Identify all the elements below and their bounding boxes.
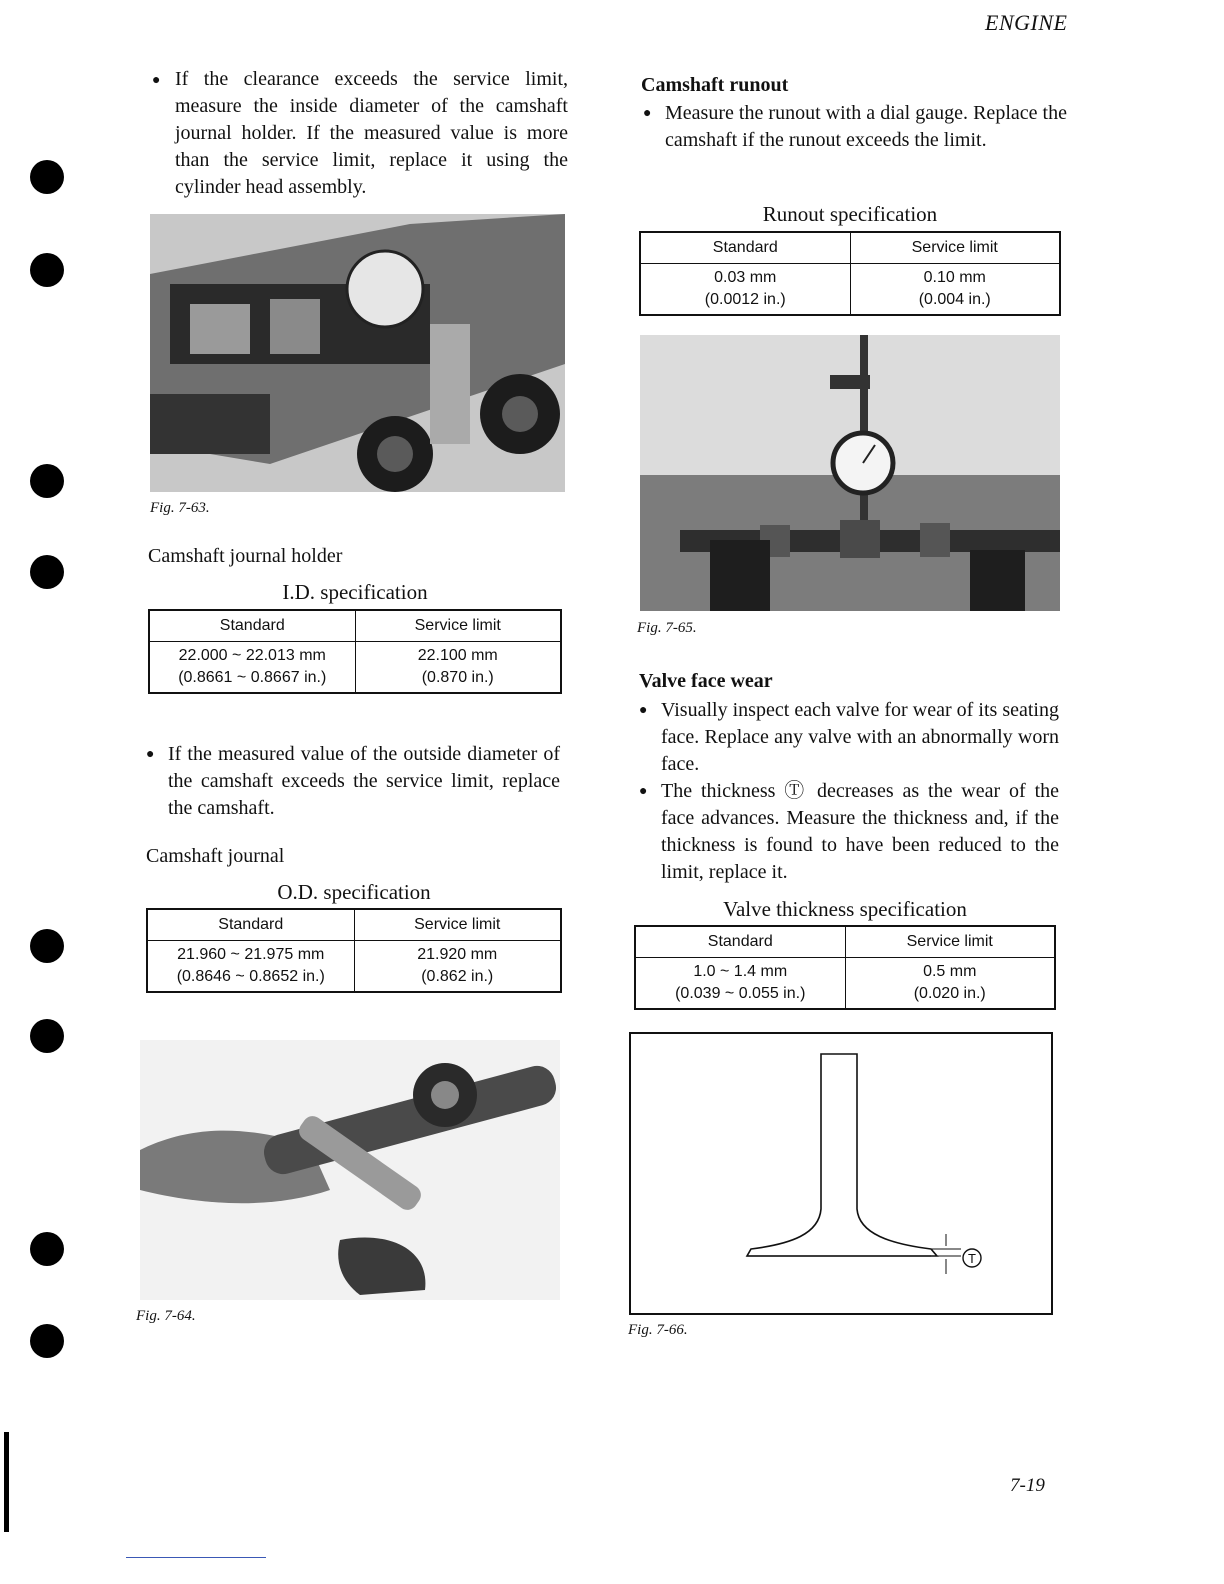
table-cell-limit: 0.5 mm (0.020 in.) (845, 958, 1055, 1010)
page-number: 7-19 (1010, 1475, 1045, 1496)
section-header: ENGINE (985, 10, 1068, 35)
holder-heading: Camshaft journal holder (148, 545, 343, 567)
holder-instruction: If the clearance exceeds the service limit, measure the inside diameter of the camshaft journal holder. If the measured value is more than the service limit, replace it using the cylinder head assembly. (175, 68, 568, 198)
table-header: Standard (149, 610, 355, 642)
figure-caption: Fig. 7-64. (136, 1308, 196, 1324)
bullet-dot: ● (639, 703, 648, 718)
bullet-dot: ● (639, 784, 648, 799)
binder-hole (30, 1019, 64, 1053)
cylinder-head-photo (150, 214, 565, 492)
table-header: Standard (147, 909, 354, 941)
table-cell-standard: 1.0 ~ 1.4 mm (0.039 ~ 0.055 in.) (635, 958, 845, 1010)
figure-caption: Fig. 7-66. (628, 1322, 688, 1338)
binder-hole (30, 555, 64, 589)
table-cell-standard: 22.000 ~ 22.013 mm (0.8661 ~ 0.8667 in.) (149, 642, 355, 694)
bullet-dot: ● (152, 73, 161, 88)
binder-hole (30, 464, 64, 498)
journal-spec-table (146, 908, 562, 993)
micrometer-photo (140, 1040, 560, 1300)
binder-hole (30, 929, 64, 963)
holder-spec-title: I.D. specification (282, 580, 428, 604)
binder-hole (30, 160, 64, 194)
table-cell-limit: 22.100 mm (0.870 in.) (355, 642, 561, 694)
table-header: Service limit (355, 610, 561, 642)
table-cell-standard: 21.960 ~ 21.975 mm (0.8646 ~ 0.8652 in.) (147, 941, 354, 993)
runout-spec-table (639, 231, 1061, 316)
scan-underline (126, 1557, 266, 1558)
binder-hole (30, 1232, 64, 1266)
valve-inspect-instruction: Visually inspect each valve for wear of its seating face. Replace any valve with an abnormally worn face. (661, 699, 1059, 775)
binder-hole (30, 1324, 64, 1358)
table-header: Service limit (850, 232, 1060, 264)
journal-heading: Camshaft journal (146, 845, 285, 867)
table-header: Standard (635, 926, 845, 958)
valve-spec-title: Valve thickness specification (723, 897, 967, 921)
holder-spec-table (148, 609, 562, 694)
thickness-label: T (968, 1251, 976, 1266)
figure-caption: Fig. 7-63. (150, 500, 210, 516)
runout-heading: Camshaft runout (641, 74, 789, 96)
dial-gauge-photo (640, 335, 1060, 611)
valve-thickness-instruction: The thickness Ⓣ decreases as the wear of the face advances. Measure the thickness and, if the thickness is found to have been reduced to the limit, replace it. (661, 780, 1059, 883)
table-cell-standard: 0.03 mm (0.0012 in.) (640, 264, 850, 316)
table-header: Service limit (354, 909, 561, 941)
table-cell-limit: 0.10 mm (0.004 in.) (850, 264, 1060, 316)
runout-instruction: Measure the runout with a dial gauge. Replace the camshaft if the runout exceeds the limit. (665, 102, 1067, 151)
scan-edge-mark (4, 1432, 9, 1532)
figure-caption: Fig. 7-65. (637, 620, 697, 636)
valve-diagram (629, 1032, 1053, 1315)
binder-hole (30, 253, 64, 287)
table-header: Service limit (845, 926, 1055, 958)
bullet-dot: ● (146, 747, 155, 762)
table-header: Standard (640, 232, 850, 264)
runout-spec-title: Runout specification (762, 202, 938, 226)
valve-spec-table (634, 925, 1056, 1010)
table-cell-limit: 21.920 mm (0.862 in.) (354, 941, 561, 993)
journal-spec-title: O.D. specification (277, 880, 431, 904)
valve-heading: Valve face wear (639, 670, 773, 692)
journal-instruction: If the measured value of the outside diameter of the camshaft exceeds the service limit, replace the camshaft. (168, 743, 560, 819)
bullet-dot: ● (643, 106, 652, 121)
